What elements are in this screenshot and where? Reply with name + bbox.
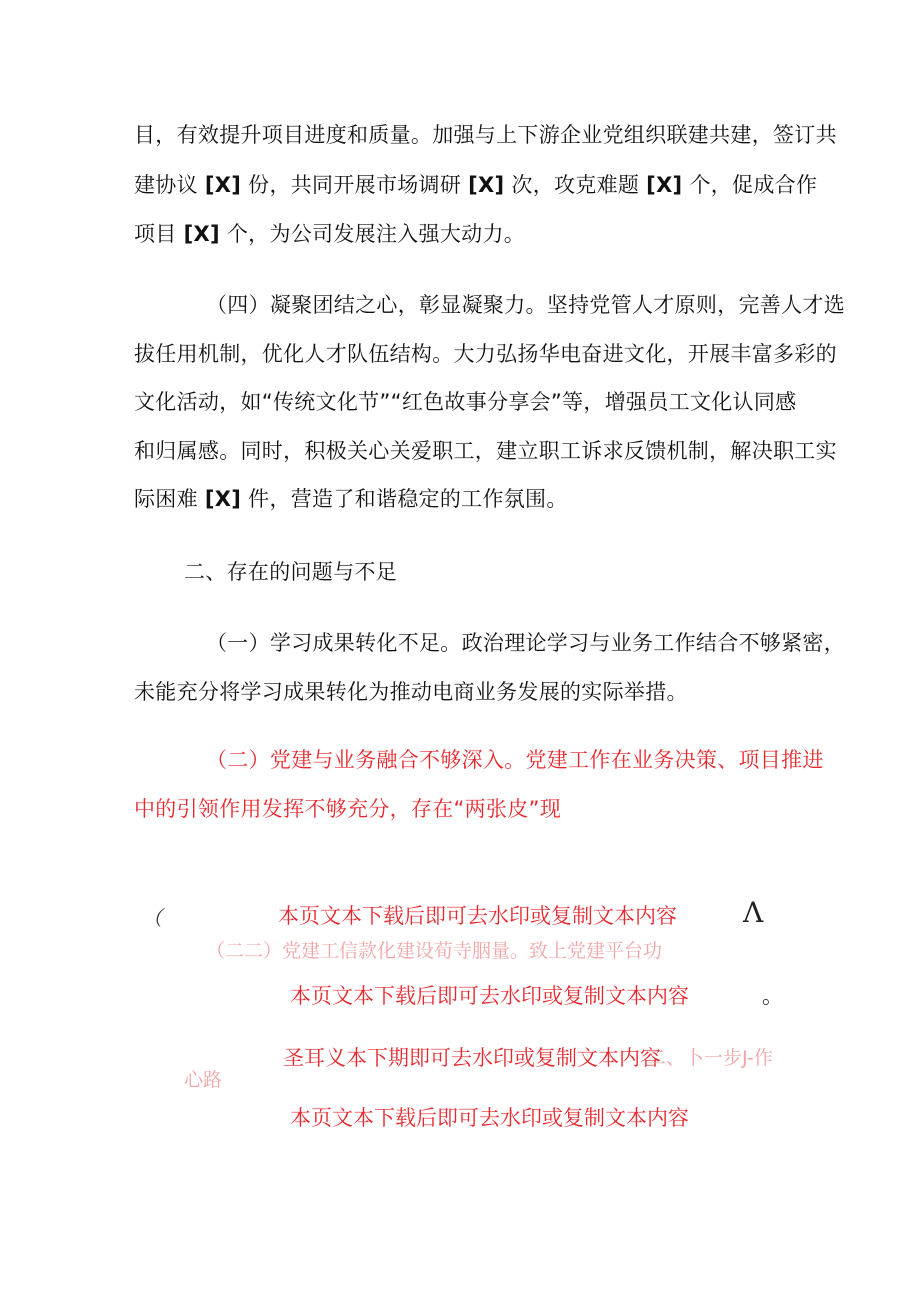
- body-text-line: [134, 170, 817, 200]
- text-run: 际困难: [134, 487, 205, 511]
- stray-paren: （: [142, 906, 162, 930]
- text-run: 件，营造了和谐稳定的工作氛围。: [241, 487, 568, 511]
- body-text-line: [134, 484, 568, 514]
- body-text-line: [134, 219, 525, 249]
- placeholder-mark: [X]: [183, 222, 220, 246]
- watermark-text: 本页文本下载后即可去水印或复制文本内容: [290, 984, 689, 1008]
- text-run: 份，共同开展市场调研: [241, 173, 469, 197]
- placeholder-mark: [X]: [204, 487, 242, 511]
- watermark-text: 圣耳义本下期即可去水印或复制文本内容: [283, 1046, 661, 1070]
- placeholder-mark: [X]: [646, 173, 683, 197]
- paragraph-heading-line: （一）学习成果转化不足。政治理论学习与业务工作结合不够紧密，: [206, 631, 845, 655]
- paragraph-heading-line: （四）凝聚团结之心，彰显凝聚力。坚持党管人才原则，完善人才选: [206, 293, 845, 317]
- body-text-line: 文化活动，如“传统文化节”“红色故事分享会”等，增强员工文化认同感: [134, 390, 797, 414]
- stray-period: 。: [762, 984, 783, 1008]
- body-text-line: 目，有效提升项目进度和质量。加强与上下游企业党组织联建共建，签订共: [134, 123, 837, 147]
- placeholder-mark: [X]: [468, 173, 505, 197]
- watermark-text: 本页文本下载后即可去水印或复制文本内容: [290, 1106, 689, 1130]
- placeholder-mark: [X]: [204, 173, 242, 197]
- highlighted-paragraph-line: 中的引领作用发挥不够充分，存在“两张皮”现: [134, 797, 562, 821]
- watermark-text: 本页文本下载后即可去水印或复制文本内容: [278, 904, 677, 928]
- stray-glyph: Λ: [743, 896, 764, 929]
- highlighted-paragraph-line: （二）党建与业务融合不够深入。党建工作在业务决策、项目推进: [206, 748, 824, 772]
- section-heading: 二、存在的问题与不足: [184, 560, 397, 584]
- text-run: 次，攻克难题: [504, 173, 647, 197]
- faded-overlapped-text: 二、卜一步J-作: [647, 1047, 773, 1069]
- text-run: 项目: [134, 222, 184, 246]
- text-run: 个，促成合作: [682, 173, 818, 197]
- faded-overlapped-text: （二二）党建工信款化建设荀寺胭量。致上党建平台功: [206, 940, 663, 962]
- text-run: 个，为公司发展注入强大动力。: [219, 222, 526, 246]
- body-text-line: 拔任用机制，优化人才队伍结构。大力弘扬华电奋进文化，开展丰富多彩的: [134, 342, 837, 366]
- body-text-line: 未能充分将学习成果转化为推动电商业务发展的实际举措。: [134, 680, 688, 704]
- text-run: 建协议: [134, 173, 205, 197]
- faded-overlapped-text: 心路: [184, 1069, 223, 1091]
- body-text-line: 和归属感。同时，积极关心关爱职工，建立职工诉求反馈机制，解决职工实: [134, 439, 837, 463]
